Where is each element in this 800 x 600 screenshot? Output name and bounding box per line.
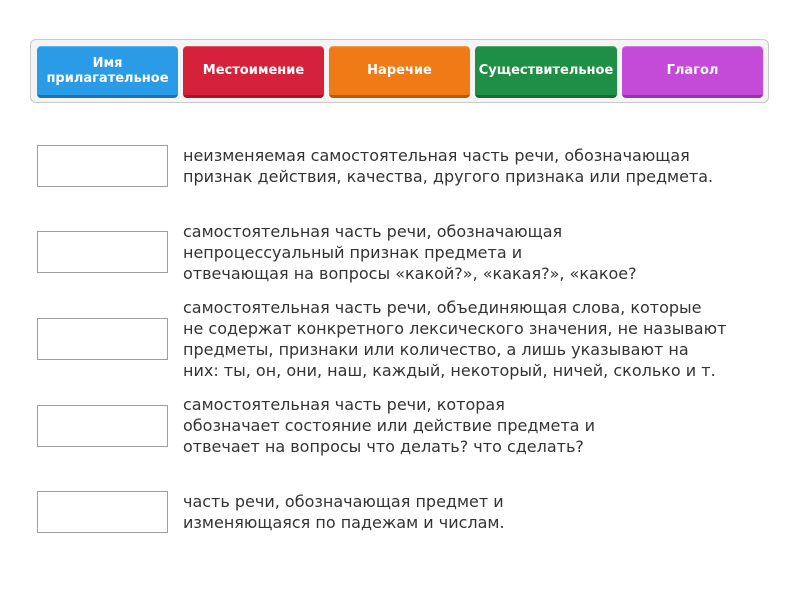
tile-pronoun[interactable] [183,46,324,98]
tile-verb[interactable] [622,46,763,98]
answer-tiles-tray [30,39,769,103]
drop-target-1[interactable] [37,145,168,187]
tile-adverb[interactable] [329,46,470,98]
tile-adjective[interactable] [37,46,178,98]
tile-adjective-label: Имя прилагательное [46,55,169,86]
drop-target-4[interactable] [37,405,168,447]
drop-target-3[interactable] [37,318,168,360]
definition-text-5: часть речи, обозначающая предмет и изменяющаяся по падежам и числам. [183,492,505,532]
tile-noun-label: Существительное [478,63,614,78]
drop-target-5[interactable] [37,491,168,533]
tile-pronoun-label: Местоимение [202,63,305,78]
definition-text-2: самостоятельная часть речи, обозначающая непроцессуальный признак предмета и отвечающая на вопросы «какой?», «какая?», «какое? [183,222,637,283]
definition-text-3: самостоятельная часть речи, объединяющая слова, которые не содержат конкретного лексического значения, не называют предметы, признаки или количество, а лишь указывают на них: ты, он, они, наш, каждый, некоторый, ничей, сколько и т. [183,298,727,380]
definition-text-1: неизменяемая самостоятельная часть речи, обозначающая признак действия, качества, другого признака или предмета. [183,146,714,186]
tile-verb-label: Глагол [666,63,719,78]
tile-adverb-label: Наречие [367,63,432,78]
definition-text-4: самостоятельная часть речи, которая обозначает состояние или действие предмета и отвечает на вопросы что делать? что сделать? [183,395,595,456]
tile-noun[interactable] [475,46,617,98]
drop-target-2[interactable] [37,231,168,273]
